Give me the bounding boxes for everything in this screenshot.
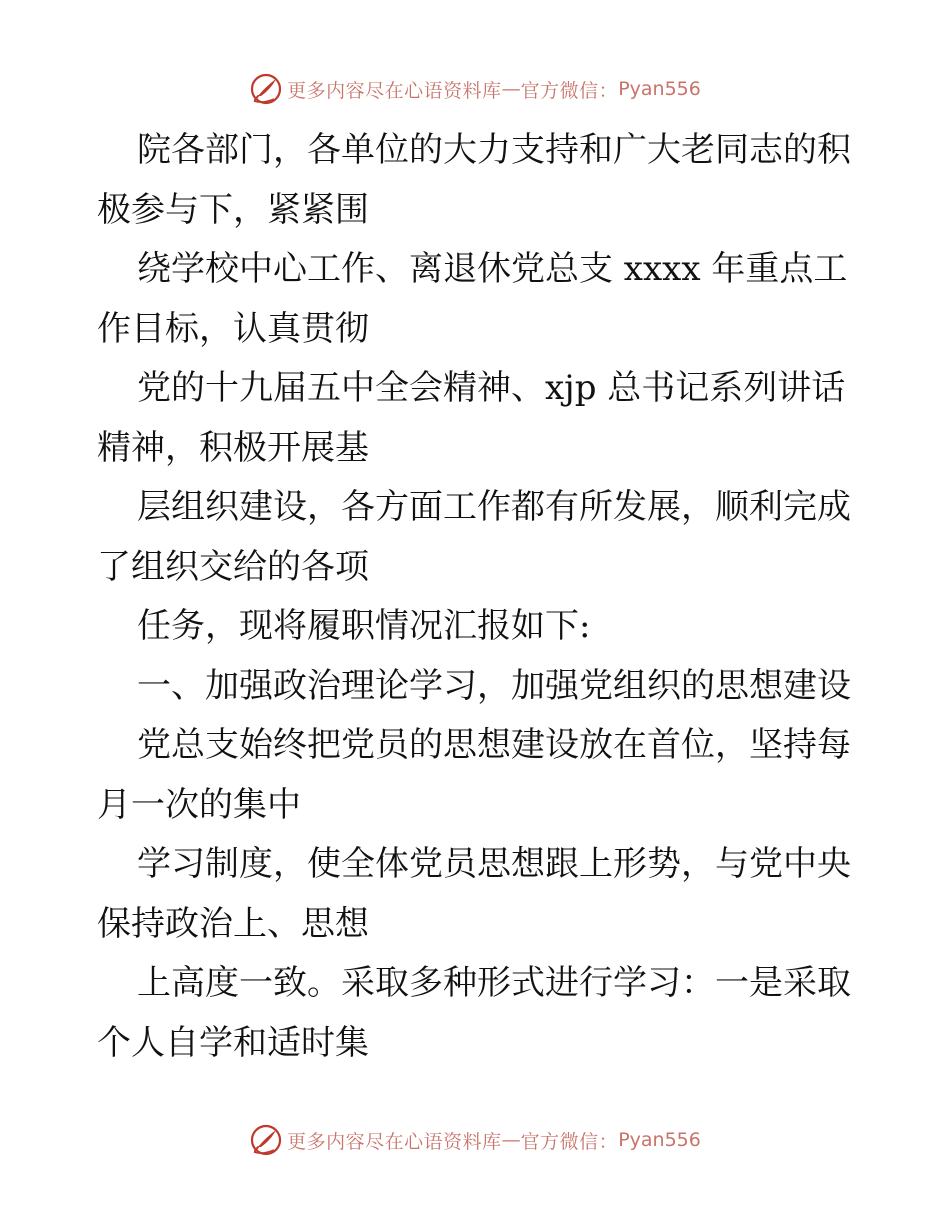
- body-line: 极参与下，紧紧围: [97, 189, 369, 230]
- body-line: 学习制度，使全体党员思想跟上形势，与党中央: [137, 844, 851, 884]
- header-watermark: [0, 71, 950, 107]
- body-line: 月一次的集中: [97, 784, 301, 825]
- body-line: 精神，积极开展基: [97, 427, 369, 468]
- watermark-label: 官方微信：: [520, 79, 619, 102]
- watermark-separator: —: [501, 1129, 521, 1151]
- body-line: 党总支始终把党员的思想建设放在首位，坚持每: [137, 725, 851, 765]
- quill-pen-logo-icon: [249, 72, 283, 106]
- body-line: 作目标，认真贯彻: [97, 308, 369, 349]
- watermark-separator: —: [501, 78, 521, 100]
- body-line: 保持政治上、思想: [97, 903, 369, 944]
- watermark-text: 更多内容尽在心语资料库: [287, 1130, 502, 1153]
- watermark-label: 官方微信：: [520, 1130, 619, 1153]
- document-body: [97, 121, 857, 1073]
- body-line: 个人自学和适时集: [97, 1022, 369, 1063]
- body-line: 了组织交给的各项: [97, 546, 369, 587]
- watermark-id: Pyan556: [618, 78, 701, 100]
- watermark-id: Pyan556: [618, 1129, 701, 1151]
- body-line: 上高度一致。采取多种形式进行学习：一是采取: [137, 963, 851, 1003]
- footer-watermark: [0, 1122, 950, 1158]
- watermark-text: 更多内容尽在心语资料库: [287, 79, 502, 102]
- body-line: 院各部门，各单位的大力支持和广大老同志的积: [137, 130, 851, 170]
- quill-pen-logo-icon: [249, 1123, 283, 1157]
- body-line: 层组织建设，各方面工作都有所发展，顺利完成: [137, 487, 851, 527]
- body-line: 任务，现将履职情况汇报如下:: [137, 606, 591, 646]
- body-line: 绕学校中心工作、离退休党总支 xxxx 年重点工: [137, 249, 848, 289]
- body-line: 党的十九届五中全会精神、xjp 总书记系列讲话: [137, 368, 846, 408]
- section-heading: 一、加强政治理论学习，加强党组织的思想建设: [137, 665, 851, 706]
